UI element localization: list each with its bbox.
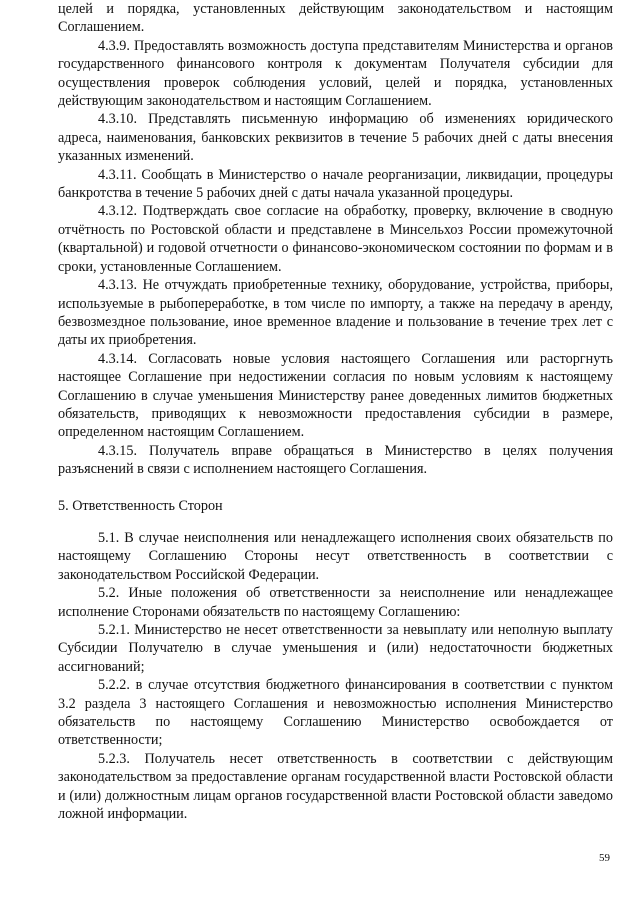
paragraph-4-3-13: 4.3.13. Не отчуждать приобретенные технику, оборудование, устройства, приборы, используемые в рыбопереработке, в том числе по импорту, а также на передачу в аренду, безвозмездное пользование, иное временное владение и пользование в течение трех лет с даты их приобретения. <box>58 277 613 349</box>
paragraph-4-3-12: 4.3.12. Подтверждать свое согласие на обработку, проверку, включение в сводную отчётность по Ростовской области и представлене в Минсельхоз России промежуточной (квартальной) и годовой отчетности о финансово-экономическом состоянии по формам и в сроки, установленные Соглашением. <box>58 203 613 275</box>
body-text-bottom <box>58 529 613 824</box>
page-number: 59 <box>599 852 610 864</box>
paragraph-5-2: 5.2. Иные положения об ответственности за неисполнение или ненадлежащее исполнение Сторонами обязательств по настоящему Соглашению: <box>58 585 613 620</box>
paragraph-4-3-11: 4.3.11. Сообщать в Министерство о начале реорганизации, ликвидации, процедуры банкротства в течение 5 рабочих дней с даты начала указанной процедуры. <box>58 166 613 202</box>
paragraph-4-3-10: 4.3.10. Представлять письменную информацию об изменениях юридического адреса, наименования, банковских реквизитов в течение 5 рабочих дней с даты внесения указанных изменений. <box>58 111 613 165</box>
paragraph-continuation: целей и порядка, установленных действующим законодательством и настоящим Соглашением. <box>58 1 613 36</box>
paragraph-4-3-14: 4.3.14. Согласовать новые условия настоящего Соглашения или расторгнуть настоящее Соглашение при недостижении согласия по новым условиям к настоящему Соглашению в случае уменьшения Министерству ранее доведенных лимитов бюджетных обязательств, приводящих к невозможности предоставления субсидии в размере, определенном настоящим Соглашением. <box>58 350 613 441</box>
document-page <box>58 0 613 823</box>
paragraph-5-2-2: 5.2.2. в случае отсутствия бюджетного финансирования в соответствии с пунктом 3.2 раздела 3 настоящего Соглашения и невозможностью исполнения Министерство обязательств по настоящему Соглашению Министерство освобождается от ответственности; <box>58 677 613 749</box>
body-text-top <box>58 0 613 479</box>
section-heading: 5. Ответственность Сторон <box>58 497 223 514</box>
paragraph-5-2-3: 5.2.3. Получатель несет ответственность в соответствии с действующим законодательством за предоставление органам государственной власти Ростовской области и (или) должностным лицам органов государственной власти Ростовской области заведомо ложной информации. <box>58 750 613 823</box>
paragraph-4-3-9: 4.3.9. Предоставлять возможность доступа представителям Министерства и органов государственного финансового контроля к документам Получателя субсидии для осуществления проверок соблюдения условий, целей и порядка, установленных действующим законодательством и настоящим Соглашением. <box>58 37 613 110</box>
paragraph-5-2-1: 5.2.1. Министерство не несет ответственности за невыплату или неполную выплату Субсидии Получателю в случае уменьшения и (или) недостаточности бюджетных ассигнований; <box>58 622 613 675</box>
paragraph-5-1: 5.1. В случае неисполнения или ненадлежащего исполнения своих обязательств по настоящему Соглашению Стороны несут ответственность в соответствии с законодательством Российской Федерации. <box>58 529 613 583</box>
paragraph-4-3-15: 4.3.15. Получатель вправе обращаться в Министерство в целях получения разъяснений в связи с исполнением настоящего Соглашения. <box>58 442 613 478</box>
